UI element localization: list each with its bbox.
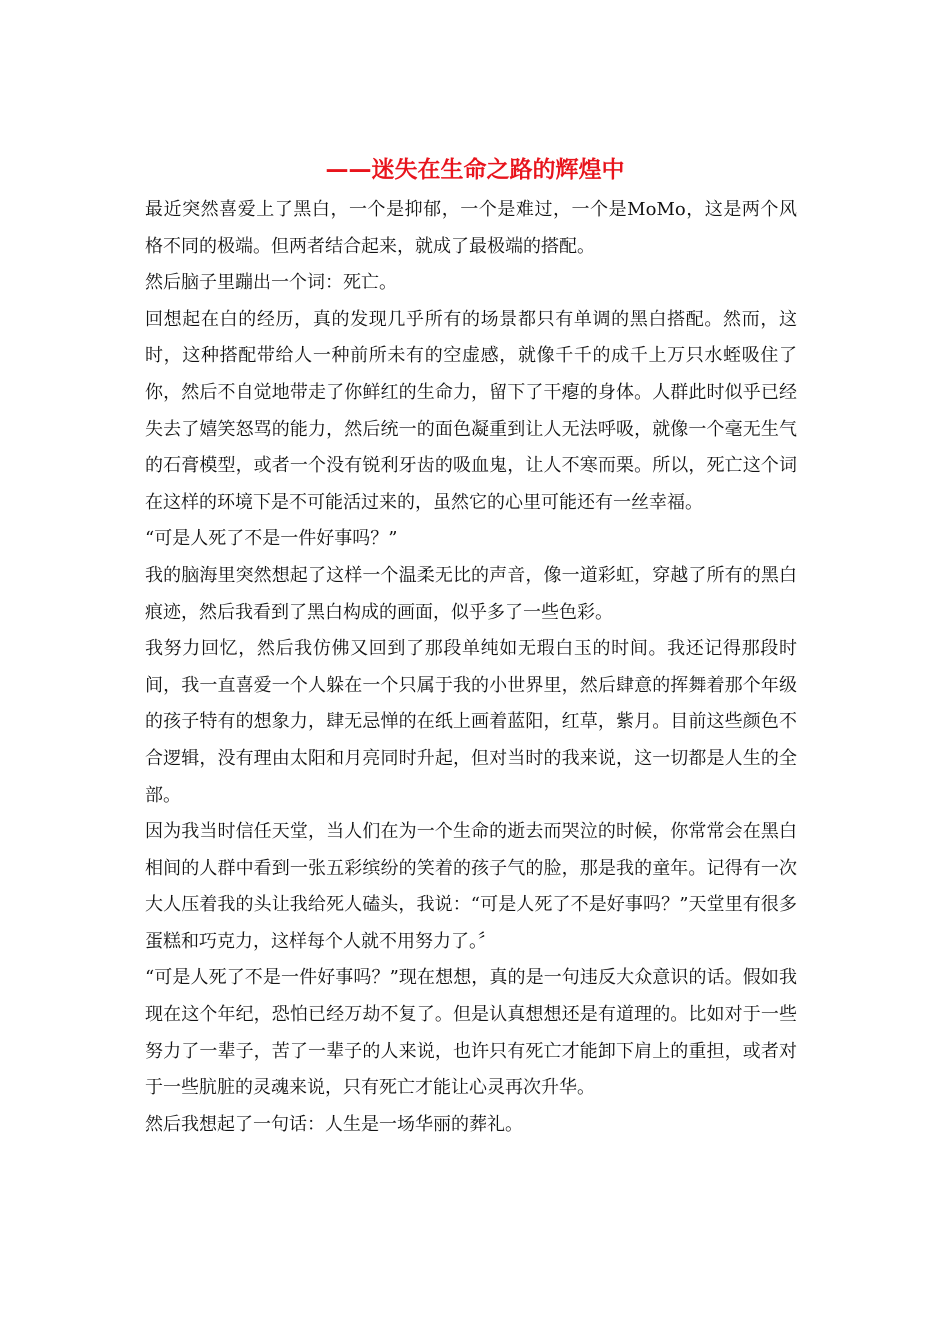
paragraph: “可是人死了不是一件好事吗？”现在想想，真的是一句违反大众意识的话。假如我现在这个年纪，恐怕已经万劫不复了。但是认真想想还是有道理的。比如对于一些努力了一辈子，苦了一辈子的人来说，也许只有死亡才能卸下肩上的重担，或者对于一些肮脏的灵魂来说，只有死亡才能让心灵再次升华。 — [145, 967, 797, 1099]
paragraph: 我的脑海里突然想起了这样一个温柔无比的声音，像一道彩虹，穿越了所有的黑白痕迹，然后我看到了黑白构成的画面，似乎多了一些色彩。 — [145, 564, 797, 623]
paragraph: 然后脑子里蹦出一个词：死亡。 — [145, 272, 397, 294]
paragraph: “可是人死了不是一件好事吗？” — [145, 528, 398, 550]
paragraph: 我努力回忆，然后我仿佛又回到了那段单纯如无瑕白玉的时间。我还记得那段时间，我一直喜爱一个人躲在一个只属于我的小世界里，然后肆意的挥舞着那个年级的孩子特有的想象力，肆无忌惮的在纸上画着蓝阳，红草，紫月。目前这些颜色不合逻辑，没有理由太阳和月亮同时升起，但对当时的我来说，这一切都是人生的全部。 — [145, 638, 797, 806]
paragraph: 然后我想起了一句话：人生是一场华丽的葬礼。 — [145, 1113, 523, 1135]
paragraph: 最近突然喜爱上了黑白，一个是抑郁，一个是难过，一个是MoMo，这是两个风格不同的极端。但两者结合起来，就成了最极端的搭配。 — [145, 199, 797, 257]
document-body — [145, 192, 797, 1143]
paragraph: 因为我当时信任天堂，当人们在为一个生命的逝去而哭泣的时候，你常常会在黑白相间的人群中看到一张五彩缤纷的笑着的孩子气的脸，那是我的童年。记得有一次大人压着我的头让我给死人磕头，我说：“可是人死了不是好事吗？”天堂里有很多蛋糕和巧克力，这样每个人就不用努力了。〞 — [145, 821, 797, 952]
paragraph: 回想起在白的经历，真的发现几乎所有的场景都只有单调的黑白搭配。然而，这时，这种搭配带给人一种前所未有的空虚感，就像千千的成千上万只水蛭吸住了你，然后不自觉地带走了你鲜红的生命力，留下了干瘪的身体。人群此时似乎已经失去了嬉笑怒骂的能力，然后统一的面色凝重到让人无法呼吸，就像一个毫无生气的石膏模型，或者一个没有锐利牙齿的吸血鬼，让人不寒而栗。所以，死亡这个词在这样的环境下是不可能活过来的，虽然它的心里可能还有一丝幸福。 — [145, 308, 797, 513]
document-title: ——迷失在生命之路的辉煌中 — [325, 157, 625, 183]
